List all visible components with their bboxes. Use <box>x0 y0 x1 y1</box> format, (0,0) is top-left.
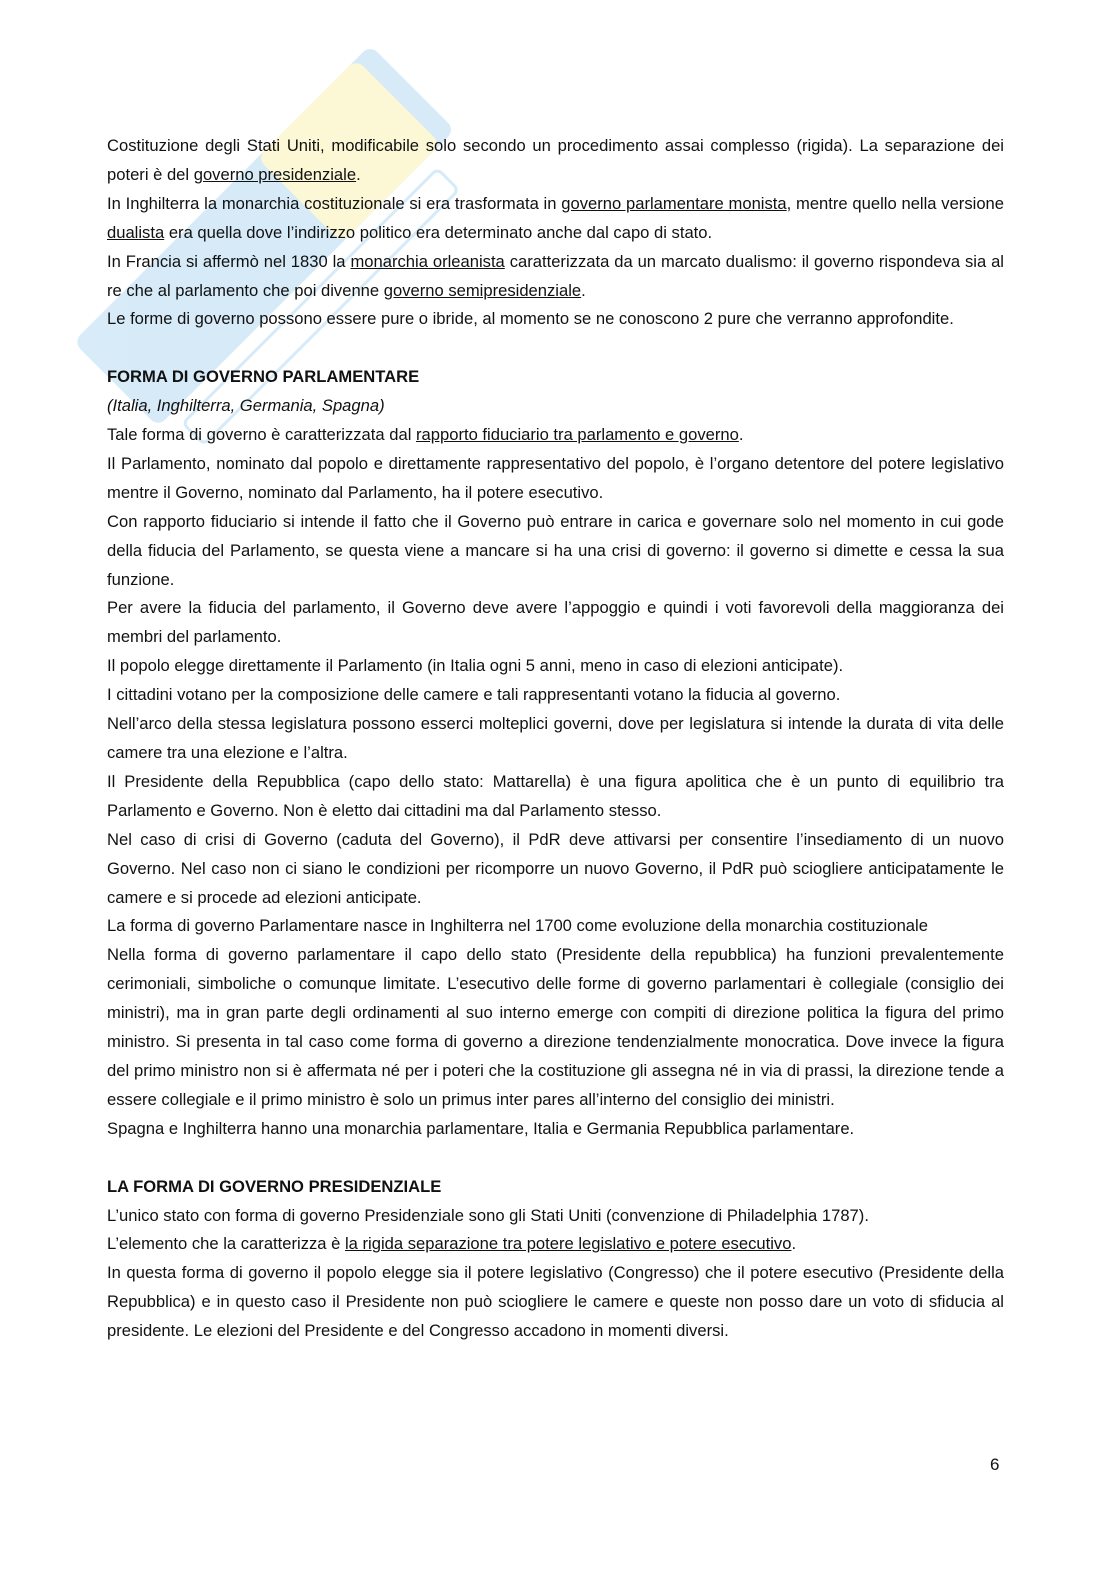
paragraph <box>107 1115 1004 1144</box>
text-run: In questa forma di governo il popolo elegge sia il potere legislativo (Congresso) che il potere esecutivo (Presidente della Repubblica) e in questo caso il Presidente non può sciogliere le camere e queste non posso dare un voto di sfiducia al presidente. Le elezioni del Presidente e del Congresso accadono in momenti diversi. <box>107 1263 1004 1341</box>
text-run: In Francia si affermò nel 1830 la <box>107 251 351 271</box>
paragraph <box>107 1259 1004 1346</box>
section-heading <box>107 363 1004 392</box>
paragraph <box>107 826 1004 913</box>
text-run: Le forme di governo possono essere pure o ibride, al momento se ne conoscono 2 pure che verranno approfondite. <box>107 309 954 329</box>
text-run: era quella dove l’indirizzo politico era determinato anche dal capo di stato. <box>164 222 713 242</box>
text-run: . <box>738 425 744 445</box>
text-run: Nell’arco della stessa legislatura possono esserci molteplici governi, dove per legislatura si intende la durata di vita delle camere tra una elezione e l’altra. <box>107 714 1004 763</box>
text-run: L’unico stato con forma di governo Presidenziale sono gli Stati Uniti (convenzione di Philadelphia 1787). <box>107 1205 869 1225</box>
text-run: Per avere la fiducia del parlamento, il Governo deve avere l’appoggio e quindi i voti favorevoli della maggioranza dei membri del parlamento. <box>107 598 1004 647</box>
text-run: Spagna e Inghilterra hanno una monarchia parlamentare, Italia e Germania Repubblica parlamentare. <box>107 1118 855 1138</box>
text-run: . <box>791 1234 797 1254</box>
text-run: L’elemento che la caratterizza è <box>107 1234 345 1254</box>
text-run: , mentre quello nella versione <box>786 193 1005 213</box>
underlined-text: monarchia orleanista <box>350 251 505 271</box>
text-run: Il Parlamento, nominato dal popolo e direttamente rappresentativo del popolo, è l’organo detentore del potere legislativo mentre il Governo, nominato dal Parlamento, ha il potere esecutivo. <box>107 453 1004 502</box>
text-run: Il Presidente della Repubblica (capo dello stato: Mattarella) è una figura apolitica che è un punto di equilibrio tra Parlamento e Governo. Non è eletto dai cittadini ma dal Parlamento stesso. <box>107 771 1004 820</box>
text-run: Nella forma di governo parlamentare il capo dello stato (Presidente della repubblica) ha funzioni prevalentemente cerimoniali, simboliche o comunque limitate. L’esecutivo delle forme di governo parlamentari è collegiale (consiglio dei ministri), ma in gran parte degli ordinamenti al suo interno emerge con compiti di direzione politica la figura del primo ministro. Si presenta in tal caso come forma di governo a direzione tendenzialmente monocratica. Dove invece la figura del primo ministro non si è affermata né per i poteri che la costituzione gli assegna né in via di prassi, la direzione tende a essere collegiale e il primo ministro è solo un primus inter pares all’interno del consiglio dei ministri. <box>107 945 1004 1109</box>
text-run: Con rapporto fiduciario si intende il fatto che il Governo può entrare in carica e governare solo nel momento in cui gode della fiducia del Parlamento, se questa viene a mancare si ha una crisi di governo: il governo si dimette e cessa la sua funzione. <box>107 511 1004 589</box>
text-run: Il popolo elegge direttamente il Parlamento (in Italia ogni 5 anni, meno in caso di elezioni anticipate). <box>107 656 844 676</box>
paragraph <box>107 912 1004 941</box>
document-body <box>107 132 1004 1346</box>
paragraph <box>107 768 1004 826</box>
paragraph <box>107 190 1004 248</box>
text-run: Nel caso di crisi di Governo (caduta del Governo), il PdR deve attivarsi per consentire l’insediamento di un nuovo Governo. Nel caso non ci siano le condizioni per ricomporre un nuovo Governo, il PdR può sciogliere anticipatamente le camere e si procede ad elezioni anticipate. <box>107 829 1004 907</box>
paragraph <box>107 1202 1004 1231</box>
paragraph <box>107 248 1004 306</box>
underlined-text: la rigida separazione tra potere legislativo e potere esecutivo <box>344 1234 792 1254</box>
section-subtitle <box>107 392 1004 421</box>
paragraph <box>107 508 1004 595</box>
paragraph <box>107 710 1004 768</box>
text-run: In Inghilterra la monarchia costituzionale si era trasformata in <box>107 193 562 213</box>
text-run: . <box>581 280 586 300</box>
text-run: (Italia, Inghilterra, Germania, Spagna) <box>107 396 385 416</box>
section-heading <box>107 1173 1004 1202</box>
text-run: . <box>356 164 361 184</box>
paragraph <box>107 421 1004 450</box>
paragraph <box>107 305 1004 334</box>
paragraph <box>107 941 1004 1114</box>
text-run: Tale forma di governo è caratterizzata dal <box>107 425 416 445</box>
underlined-text: rapporto fiduciario tra parlamento e governo <box>416 425 739 445</box>
text-run: I cittadini votano per la composizione delle camere e tali rappresentanti votano la fiducia al governo. <box>107 685 841 705</box>
paragraph <box>107 132 1004 190</box>
paragraph <box>107 652 1004 681</box>
text-run: LA FORMA DI GOVERNO PRESIDENZIALE <box>107 1176 442 1196</box>
underlined-text: governo presidenziale <box>193 164 357 184</box>
underlined-text: governo semipresidenziale <box>383 280 582 300</box>
underlined-text: governo parlamentare monista <box>561 193 787 213</box>
text-run: FORMA DI GOVERNO PARLAMENTARE <box>107 367 420 387</box>
paragraph <box>107 450 1004 508</box>
paragraph <box>107 1230 1004 1259</box>
page-number: 6 <box>990 1455 1000 1474</box>
paragraph <box>107 594 1004 652</box>
text-run: La forma di governo Parlamentare nasce in Inghilterra nel 1700 come evoluzione della monarchia costituzionale <box>107 916 928 936</box>
paragraph <box>107 681 1004 710</box>
text-run: caratterizzata da un marcato dualismo: il governo rispondeva sia al re che al parlamento che poi divenne <box>107 251 1004 300</box>
text-run: Costituzione degli Stati Uniti, modificabile solo secondo un procedimento assai complesso (rigida). La separazione dei poteri è del <box>107 136 1004 184</box>
underlined-text: dualista <box>107 222 165 242</box>
